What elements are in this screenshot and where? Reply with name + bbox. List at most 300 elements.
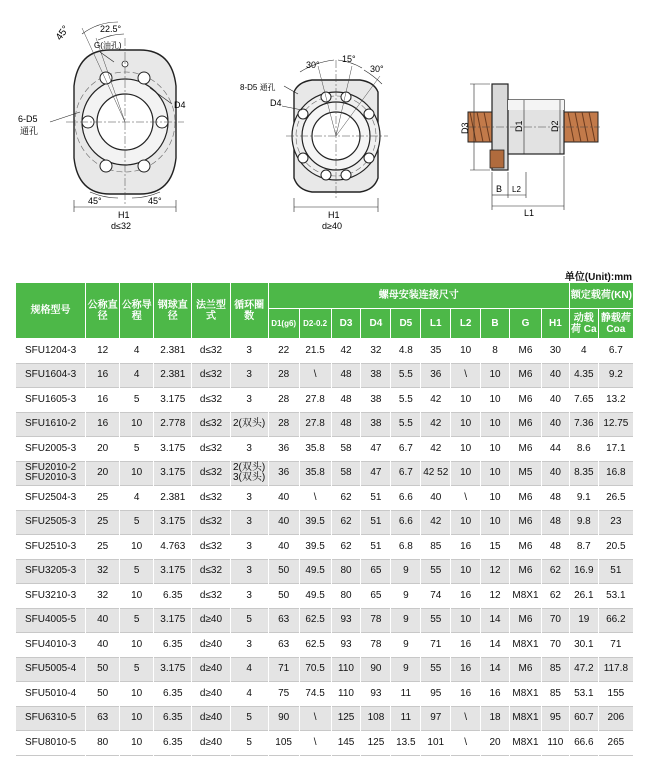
- cell-lead: 5: [120, 608, 154, 633]
- cell-l1: 42 52: [421, 461, 451, 486]
- cell-g: M6: [509, 437, 541, 462]
- cell-static-load: 155: [598, 682, 633, 707]
- cell-model: SFU1204-3: [16, 339, 86, 364]
- cell-d1: 75: [268, 682, 299, 707]
- middle-angle-15: 15°: [342, 54, 356, 64]
- cell-d2: 39.5: [299, 535, 331, 560]
- table-row: [16, 486, 634, 511]
- cell-d4: 125: [361, 731, 391, 756]
- cell-nominal-diameter: 20: [86, 461, 120, 486]
- cell-d4: 93: [361, 682, 391, 707]
- cell-model: SFU5005-4: [16, 657, 86, 682]
- cell-d3: 110: [331, 657, 361, 682]
- table-row: [16, 731, 634, 756]
- cell-circuits: 3: [230, 339, 268, 364]
- cell-d2: 27.8: [299, 412, 331, 437]
- cell-ball-diameter: 3.175: [154, 437, 192, 462]
- cell-static-load: 53.1: [598, 584, 633, 609]
- middle-h1-label: H1: [328, 210, 340, 220]
- cell-d2: 62.5: [299, 633, 331, 658]
- cell-flange-type: d≤32: [192, 339, 230, 364]
- cell-d2: 74.5: [299, 682, 331, 707]
- cell-nominal-diameter: 25: [86, 486, 120, 511]
- cell-d5: 9: [391, 633, 421, 658]
- cell-b: 10: [481, 412, 510, 437]
- header-d3: D3: [331, 309, 361, 339]
- cell-d1: 40: [268, 535, 299, 560]
- cell-lead: 10: [120, 633, 154, 658]
- cell-h1: 85: [541, 682, 569, 707]
- cell-l1: 40: [421, 486, 451, 511]
- cell-ball-diameter: 4.763: [154, 535, 192, 560]
- cell-dynamic-load: 16.9: [569, 559, 598, 584]
- cell-l1: 71: [421, 633, 451, 658]
- header-model: 规格型号: [16, 283, 86, 339]
- cell-dynamic-load: 26.1: [569, 584, 598, 609]
- cell-flange-type: d≤32: [192, 559, 230, 584]
- cell-circuits: 5: [230, 731, 268, 756]
- cell-static-load: 6.7: [598, 339, 633, 364]
- cell-flange-type: d≤32: [192, 388, 230, 413]
- cell-g: M6: [509, 363, 541, 388]
- cell-model: SFU1604-3: [16, 363, 86, 388]
- cell-h1: 30: [541, 339, 569, 364]
- cell-ball-diameter: 2.381: [154, 339, 192, 364]
- cell-lead: 5: [120, 559, 154, 584]
- header-g: G: [509, 309, 541, 339]
- cell-ball-diameter: 2.381: [154, 486, 192, 511]
- cell-circuits: 3: [230, 584, 268, 609]
- cell-l2: 10: [451, 437, 481, 462]
- cell-ball-diameter: 3.175: [154, 510, 192, 535]
- unit-note: 单位(Unit):mm: [564, 272, 632, 283]
- cell-g: M6: [509, 657, 541, 682]
- left-grease-hole-label: G(油孔): [94, 41, 122, 50]
- cell-d1: 63: [268, 633, 299, 658]
- cell-nominal-diameter: 16: [86, 363, 120, 388]
- middle-angle-30-left: 30°: [306, 60, 320, 70]
- cell-l2: 10: [451, 608, 481, 633]
- cell-d1: 71: [268, 657, 299, 682]
- cell-b: 10: [481, 510, 510, 535]
- cell-g: M8X1: [509, 706, 541, 731]
- cell-flange-type: d≤32: [192, 486, 230, 511]
- cell-lead: 5: [120, 510, 154, 535]
- cell-l2: \: [451, 706, 481, 731]
- cell-flange-type: d≥40: [192, 706, 230, 731]
- cell-ball-diameter: 6.35: [154, 706, 192, 731]
- cell-ball-diameter: 2.381: [154, 363, 192, 388]
- cell-lead: 4: [120, 363, 154, 388]
- right-flange-thread: [490, 150, 504, 168]
- cell-l2: 10: [451, 388, 481, 413]
- table-row: [16, 706, 634, 731]
- cell-d1: 28: [268, 412, 299, 437]
- cell-circuits: 3: [230, 486, 268, 511]
- cell-h1: 48: [541, 535, 569, 560]
- right-d3-label: D3: [460, 122, 470, 134]
- cell-nominal-diameter: 50: [86, 657, 120, 682]
- table-row: [16, 608, 634, 633]
- cell-h1: 40: [541, 363, 569, 388]
- cell-g: M6: [509, 388, 541, 413]
- cell-nominal-diameter: 25: [86, 510, 120, 535]
- cell-b: 10: [481, 486, 510, 511]
- cell-dynamic-load: 19: [569, 608, 598, 633]
- cell-ball-diameter: 3.175: [154, 608, 192, 633]
- cell-l1: 55: [421, 608, 451, 633]
- cell-h1: 44: [541, 437, 569, 462]
- cell-g: M8X1: [509, 682, 541, 707]
- cell-dynamic-load: 9.1: [569, 486, 598, 511]
- cell-dynamic-load: 8.7: [569, 535, 598, 560]
- cell-b: 14: [481, 657, 510, 682]
- left-through-label: 通孔: [20, 126, 39, 136]
- cell-b: 8: [481, 339, 510, 364]
- cell-g: M8X1: [509, 584, 541, 609]
- cell-d1: 28: [268, 363, 299, 388]
- cell-dynamic-load: 7.65: [569, 388, 598, 413]
- cell-dynamic-load: 4.35: [569, 363, 598, 388]
- header-rated-load: 额定载荷(KN): [569, 283, 633, 309]
- cell-b: 15: [481, 535, 510, 560]
- cell-h1: 62: [541, 559, 569, 584]
- table-row: [16, 633, 634, 658]
- header-circuits: 循环圈数: [230, 283, 268, 339]
- cell-static-load: 12.75: [598, 412, 633, 437]
- cell-d5: 9: [391, 584, 421, 609]
- cell-circuits: 3: [230, 388, 268, 413]
- cell-static-load: 23: [598, 510, 633, 535]
- cell-nominal-diameter: 80: [86, 731, 120, 756]
- cell-g: M6: [509, 412, 541, 437]
- header-l1: L1: [421, 309, 451, 339]
- cell-circuits: 5: [230, 608, 268, 633]
- cell-l1: 85: [421, 535, 451, 560]
- cell-circuits: 3: [230, 363, 268, 388]
- cell-l2: 10: [451, 461, 481, 486]
- cell-nominal-diameter: 16: [86, 412, 120, 437]
- cell-model: SFU8010-5: [16, 731, 86, 756]
- cell-circuits: 3: [230, 633, 268, 658]
- cell-l2: 16: [451, 633, 481, 658]
- cell-static-load: 117.8: [598, 657, 633, 682]
- cell-d4: 51: [361, 535, 391, 560]
- header-flange-type: 法兰型式: [192, 283, 230, 339]
- header-d4: D4: [361, 309, 391, 339]
- cell-l1: 42: [421, 437, 451, 462]
- cell-l1: 95: [421, 682, 451, 707]
- cell-g: M6: [509, 486, 541, 511]
- cell-d5: 5.5: [391, 388, 421, 413]
- header-b: B: [481, 309, 510, 339]
- table-row: [16, 584, 634, 609]
- cell-nominal-diameter: 32: [86, 584, 120, 609]
- table-row: [16, 682, 634, 707]
- right-l1-label: L1: [524, 208, 535, 218]
- cell-d1: 36: [268, 437, 299, 462]
- cell-b: 18: [481, 706, 510, 731]
- cell-model: SFU2505-3: [16, 510, 86, 535]
- cell-flange-type: d≤32: [192, 461, 230, 486]
- cell-l1: 42: [421, 510, 451, 535]
- cell-d5: 4.8: [391, 339, 421, 364]
- middle-d4-label: D4: [270, 98, 282, 108]
- cell-lead: 10: [120, 584, 154, 609]
- cell-flange-type: d≤32: [192, 412, 230, 437]
- cell-flange-type: d≥40: [192, 731, 230, 756]
- cell-flange-type: d≥40: [192, 657, 230, 682]
- cell-d2: 39.5: [299, 510, 331, 535]
- cell-d4: 32: [361, 339, 391, 364]
- cell-d3: 48: [331, 412, 361, 437]
- cell-d4: 51: [361, 510, 391, 535]
- cell-d2: 70.5: [299, 657, 331, 682]
- cell-d1: 36: [268, 461, 299, 486]
- cell-l1: 35: [421, 339, 451, 364]
- header-d1: D1(g6): [268, 309, 299, 339]
- cell-dynamic-load: 60.7: [569, 706, 598, 731]
- cell-static-load: 66.2: [598, 608, 633, 633]
- cell-d5: 9: [391, 657, 421, 682]
- cell-static-load: 265: [598, 731, 633, 756]
- cell-circuits: 2(双头): [230, 412, 268, 437]
- cell-lead: 10: [120, 682, 154, 707]
- cell-nominal-diameter: 20: [86, 437, 120, 462]
- cell-h1: 110: [541, 731, 569, 756]
- cell-d5: 6.8: [391, 535, 421, 560]
- cell-d5: 6.6: [391, 510, 421, 535]
- cell-l2: \: [451, 486, 481, 511]
- cell-g: M6: [509, 608, 541, 633]
- cell-d2: 49.5: [299, 584, 331, 609]
- cell-d3: 62: [331, 486, 361, 511]
- cell-circuits: 3: [230, 510, 268, 535]
- cell-ball-diameter: 2.778: [154, 412, 192, 437]
- right-d1-label: D1: [514, 120, 524, 132]
- left-angle-45-bl: 45°: [88, 196, 102, 206]
- cell-model: SFU2010-2 SFU2010-3: [16, 461, 86, 486]
- header-nut-dimensions: 螺母安装连接尺寸: [268, 283, 569, 309]
- cell-l1: 101: [421, 731, 451, 756]
- header-nominal-diameter: 公称直径: [86, 283, 120, 339]
- cell-d3: 93: [331, 608, 361, 633]
- cell-d5: 6.6: [391, 486, 421, 511]
- left-d4-label: D4: [174, 100, 186, 110]
- cell-d1: 105: [268, 731, 299, 756]
- cell-dynamic-load: 30.1: [569, 633, 598, 658]
- cell-b: 16: [481, 682, 510, 707]
- header-d5: D5: [391, 309, 421, 339]
- cell-g: M5: [509, 461, 541, 486]
- cell-b: 20: [481, 731, 510, 756]
- cell-l2: 16: [451, 657, 481, 682]
- left-angle-45-top: 45°: [54, 23, 72, 43]
- right-d2-label: D2: [550, 120, 560, 132]
- cell-l2: 10: [451, 412, 481, 437]
- header-static-load: 静载荷 Coa: [598, 309, 633, 339]
- cell-lead: 4: [120, 339, 154, 364]
- cell-flange-type: d≤32: [192, 584, 230, 609]
- cell-l1: 42: [421, 412, 451, 437]
- table-row: [16, 412, 634, 437]
- cell-l1: 42: [421, 388, 451, 413]
- cell-l1: 55: [421, 559, 451, 584]
- cell-lead: 10: [120, 731, 154, 756]
- cell-d4: 78: [361, 608, 391, 633]
- cell-model: SFU4010-3: [16, 633, 86, 658]
- cell-ball-diameter: 6.35: [154, 731, 192, 756]
- cell-d3: 58: [331, 461, 361, 486]
- cell-lead: 10: [120, 535, 154, 560]
- cell-static-load: 13.2: [598, 388, 633, 413]
- cell-l2: 10: [451, 339, 481, 364]
- cell-d2: 62.5: [299, 608, 331, 633]
- left-holes-label: 6-D5: [18, 114, 38, 124]
- cell-dynamic-load: 7.36: [569, 412, 598, 437]
- cell-d4: 47: [361, 461, 391, 486]
- cell-h1: 70: [541, 608, 569, 633]
- cell-d5: 9: [391, 559, 421, 584]
- cell-d3: 62: [331, 510, 361, 535]
- table-row: [16, 388, 634, 413]
- cell-circuits: 4: [230, 682, 268, 707]
- cell-model: SFU2005-3: [16, 437, 86, 462]
- cell-d3: 48: [331, 363, 361, 388]
- cell-static-load: 71: [598, 633, 633, 658]
- cell-l1: 97: [421, 706, 451, 731]
- cell-g: M8X1: [509, 633, 541, 658]
- cell-g: M6: [509, 510, 541, 535]
- cell-lead: 10: [120, 706, 154, 731]
- cell-g: M8X1: [509, 731, 541, 756]
- left-h1-label: H1: [118, 210, 130, 220]
- cell-d1: 63: [268, 608, 299, 633]
- cell-d2: \: [299, 486, 331, 511]
- cell-d4: 90: [361, 657, 391, 682]
- cell-l1: 36: [421, 363, 451, 388]
- cell-d5: 6.7: [391, 461, 421, 486]
- cell-d5: 6.7: [391, 437, 421, 462]
- cell-nominal-diameter: 12: [86, 339, 120, 364]
- cell-d3: 80: [331, 559, 361, 584]
- cell-dynamic-load: 9.8: [569, 510, 598, 535]
- flange-drawing-d-ge-40: [240, 54, 388, 231]
- table-row: [16, 437, 634, 462]
- cell-d1: 40: [268, 486, 299, 511]
- cell-d5: 5.5: [391, 363, 421, 388]
- cell-d3: 80: [331, 584, 361, 609]
- cell-flange-type: d≥40: [192, 682, 230, 707]
- nut-side-view: [460, 84, 600, 218]
- cell-model: SFU1605-3: [16, 388, 86, 413]
- cell-d4: 38: [361, 412, 391, 437]
- cell-b: 14: [481, 633, 510, 658]
- cell-d3: 42: [331, 339, 361, 364]
- header-dynamic-load: 动载荷 Ca: [569, 309, 598, 339]
- cell-lead: 5: [120, 388, 154, 413]
- cell-circuits: 4: [230, 657, 268, 682]
- cell-model: SFU3210-3: [16, 584, 86, 609]
- cell-static-load: 20.5: [598, 535, 633, 560]
- cell-nominal-diameter: 63: [86, 706, 120, 731]
- cell-d2: 49.5: [299, 559, 331, 584]
- header-l2: L2: [451, 309, 481, 339]
- cell-d4: 65: [361, 584, 391, 609]
- cell-b: 14: [481, 608, 510, 633]
- cell-d3: 93: [331, 633, 361, 658]
- cell-lead: 10: [120, 461, 154, 486]
- cell-h1: 62: [541, 584, 569, 609]
- cell-model: SFU2510-3: [16, 535, 86, 560]
- cell-nominal-diameter: 40: [86, 608, 120, 633]
- cell-flange-type: d≤32: [192, 363, 230, 388]
- cell-circuits: 5: [230, 706, 268, 731]
- cell-d3: 110: [331, 682, 361, 707]
- cell-d4: 38: [361, 363, 391, 388]
- cell-d2: 21.5: [299, 339, 331, 364]
- cell-model: SFU3205-3: [16, 559, 86, 584]
- cell-ball-diameter: 6.35: [154, 584, 192, 609]
- cell-dynamic-load: 53.1: [569, 682, 598, 707]
- cell-l2: 16: [451, 535, 481, 560]
- cell-d3: 58: [331, 437, 361, 462]
- cell-d5: 11: [391, 706, 421, 731]
- cell-d1: 90: [268, 706, 299, 731]
- cell-h1: 40: [541, 412, 569, 437]
- table-row: [16, 657, 634, 682]
- cell-h1: 85: [541, 657, 569, 682]
- cell-h1: 48: [541, 486, 569, 511]
- cell-d4: 47: [361, 437, 391, 462]
- right-l2-label: L2: [512, 185, 521, 194]
- table-row: [16, 363, 634, 388]
- cell-g: M6: [509, 339, 541, 364]
- cell-b: 10: [481, 437, 510, 462]
- flange-drawing-d-le-32: [18, 22, 186, 231]
- cell-circuits: 2(双头) 3(双头): [230, 461, 268, 486]
- cell-h1: 95: [541, 706, 569, 731]
- cell-l2: \: [451, 363, 481, 388]
- cell-l2: 16: [451, 584, 481, 609]
- cell-static-load: 16.8: [598, 461, 633, 486]
- cell-d1: 40: [268, 510, 299, 535]
- cell-d5: 11: [391, 682, 421, 707]
- cell-static-load: 51: [598, 559, 633, 584]
- cell-dynamic-load: 66.6: [569, 731, 598, 756]
- cell-d1: 50: [268, 584, 299, 609]
- cell-l1: 74: [421, 584, 451, 609]
- cell-d5: 5.5: [391, 412, 421, 437]
- cell-nominal-diameter: 50: [86, 682, 120, 707]
- cell-dynamic-load: 8.35: [569, 461, 598, 486]
- cell-d2: 27.8: [299, 388, 331, 413]
- cell-l1: 55: [421, 657, 451, 682]
- cell-d5: 13.5: [391, 731, 421, 756]
- cell-d1: 28: [268, 388, 299, 413]
- cell-g: M6: [509, 559, 541, 584]
- cell-ball-diameter: 6.35: [154, 633, 192, 658]
- cell-b: 10: [481, 461, 510, 486]
- cell-d5: 9: [391, 608, 421, 633]
- cell-h1: 40: [541, 461, 569, 486]
- cell-model: SFU4005-5: [16, 608, 86, 633]
- cell-h1: 70: [541, 633, 569, 658]
- cell-d2: \: [299, 363, 331, 388]
- cell-b: 12: [481, 584, 510, 609]
- cell-b: 10: [481, 388, 510, 413]
- middle-angle-30-right: 30°: [370, 64, 384, 74]
